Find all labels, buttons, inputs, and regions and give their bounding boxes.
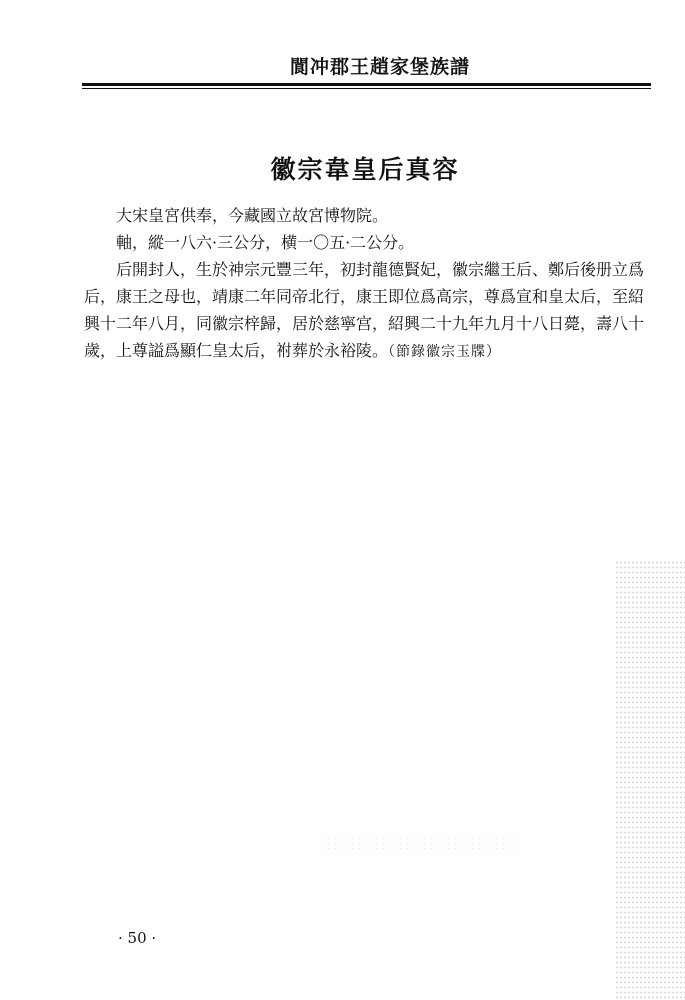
source-note: （節錄徽宗玉牒） [388,344,502,360]
running-header: 閬冲郡王趙家堡族譜 [289,56,470,78]
paragraph-dimensions: 軸，縱一八六·三公分，横一〇五·二公分。 [116,233,415,252]
header-rule-thin [82,88,651,89]
header-rule [82,83,651,86]
body-text [84,202,644,366]
paragraph-biography [84,256,644,366]
paragraph-collection: 大宋皇宮供奉，今藏國立故宮博物院。 [116,206,389,225]
page-title: 徽宗韋皇后真容 [270,155,460,184]
scan-speckle [615,560,685,1000]
biography-text: 后開封人，生於神宗元豐三年，初封龍德賢妃，徽宗繼王后、鄭后後册立爲后，康王之母也，靖康二年同帝北行，康王即位爲高宗，尊爲宣和皇太后，至紹興十二年八月，同徽宗梓歸，居於慈寧宫，紹興二十九年九月十八日薨，壽八十歲，上尊謚爲顯仁皇太后，祔葬於永裕陵。 [84,260,645,360]
page-number: · 50 · [118,929,157,947]
scan-noise [320,836,520,850]
